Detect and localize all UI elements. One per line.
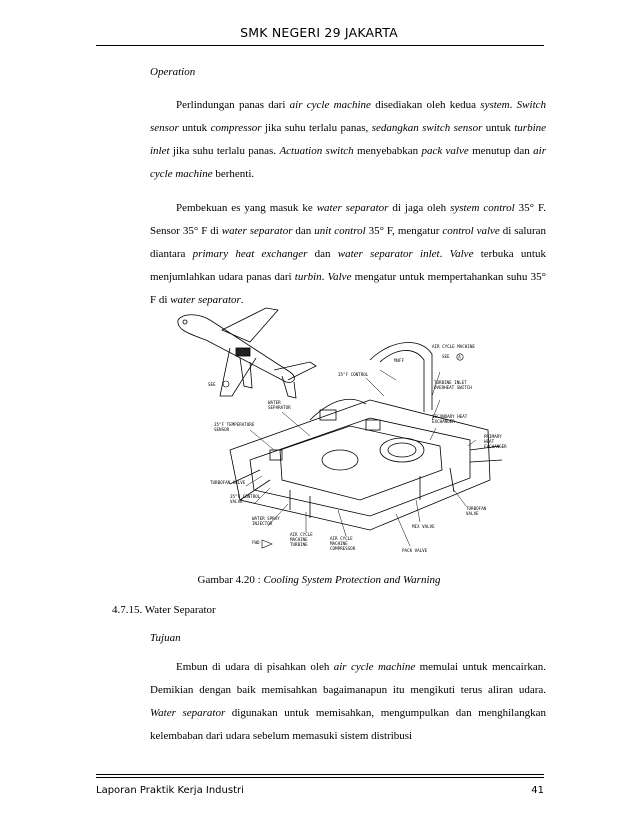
text-run: Switch sensor <box>150 99 547 134</box>
acm-label: AIR CYCLE MACHINE <box>432 344 475 349</box>
text-run: jika suhu terlalu panas, <box>261 122 372 134</box>
turbofan-valve-left-label: TURBOFAN VALVE <box>210 480 246 485</box>
text-run: air cycle machine <box>333 661 416 673</box>
text-run: untuk <box>178 122 211 134</box>
acm-compressor-label-2: MACHINE <box>330 541 348 546</box>
spray-injector-label-2: INJECTOR <box>252 521 273 526</box>
text-run: Pembekuan es yang masuk ke <box>176 202 317 214</box>
text-run: water separator <box>170 294 241 306</box>
text-run: memulai untuk mencairkan. Demikian dengan baik memisahkan bagaimanapun itu mengikuti terus aliran udara. <box>150 661 547 696</box>
text-run: . <box>439 248 450 260</box>
operation-heading: Operation <box>150 66 196 78</box>
text-run: di jaga oleh <box>388 202 451 214</box>
text-run: . <box>509 99 517 111</box>
control-valve-label-1: 35°F CONTROL <box>230 494 261 499</box>
section-paragraph-1 <box>150 656 546 748</box>
section-title: 4.7.15. Water Separator <box>112 604 216 616</box>
text-run: 35° F, mengatur <box>365 225 443 237</box>
text-run: mengatur untuk mempertahankan suhu 35° F di <box>150 271 546 306</box>
text-run: unit control <box>314 225 366 237</box>
text-run: compressor <box>210 122 262 134</box>
primary-hx-label-3: EXCHANGER <box>484 444 507 449</box>
text-run: Actuation switch <box>279 145 354 157</box>
marker-a-left <box>223 381 229 387</box>
water-separator-label-1: WATER <box>268 400 281 405</box>
text-run: system <box>480 99 510 111</box>
text-run: . <box>240 294 244 306</box>
operation-body <box>150 94 546 312</box>
text-run: menyebabkan <box>353 145 422 157</box>
marker-a-label: A <box>458 354 461 360</box>
text-run: disediakan oleh kedua <box>370 99 481 111</box>
header-rule <box>96 45 544 46</box>
page-header: SMK NEGERI 29 JAKARTA <box>240 25 398 40</box>
operation-paragraph-2 <box>150 197 546 312</box>
acm-compressor-label-1: AIR CYCLE <box>330 536 353 541</box>
primary-hx-label-1: PRIMARY <box>484 434 502 439</box>
text-run: untuk <box>482 122 515 134</box>
acm-turbine-label-1: AIR CYCLE <box>290 532 313 537</box>
turbofan-valve-right-label-2: VALVE <box>466 511 479 516</box>
text-run: Embun di udara di pisahkan oleh <box>176 661 334 673</box>
text-run: di saluran diantara <box>150 225 546 260</box>
secondary-hx-label-1: SECONDARY HEAT <box>432 414 468 419</box>
primary-hx-label-2: HEAT <box>484 439 495 444</box>
text-run: water separator <box>221 225 293 237</box>
text-run: pack valve <box>421 145 469 157</box>
caption-prefix: Gambar 4.20 : <box>197 574 264 586</box>
text-run: berhenti. <box>212 168 255 180</box>
fwd-label: FWD <box>252 540 260 545</box>
text-run: air cycle machine <box>150 145 546 180</box>
turbofan-valve-right-label-1: TURBOFAN <box>466 506 487 511</box>
airplane-illustration <box>178 308 316 398</box>
text-run: dan <box>307 248 338 260</box>
text-run: dan <box>292 225 315 237</box>
text-run: water separator <box>316 202 389 214</box>
text-run: Valve <box>449 248 474 260</box>
see-a-label: SEE <box>442 354 450 359</box>
temp-sensor-label-2: SENSOR <box>214 427 230 432</box>
caption-title: Cooling System Protection and Warning <box>263 574 441 586</box>
temp-sensor-label-1: 35°F TEMPERATURE <box>214 422 255 427</box>
footer-title: Laporan Praktik Kerja Industri <box>96 785 244 796</box>
cooling-pack-assembly <box>230 343 502 530</box>
page-number: 41 <box>531 785 544 796</box>
text-run: air cycle machine <box>289 99 371 111</box>
control-35-label: 35°F CONTROL <box>338 372 369 377</box>
text-run: Valve <box>327 271 352 283</box>
text-run: sedangkan switch sensor <box>371 122 483 134</box>
footer-rule-thin <box>96 777 544 778</box>
text-run: Perlindungan panas dari <box>176 99 290 111</box>
text-run: menutup dan <box>468 145 534 157</box>
water-separator-label-2: SEPARATOR <box>268 405 291 410</box>
text-run: jika suhu terlalu panas. <box>169 145 280 157</box>
text-run: terbuka untuk menjumlahkan udara panas dari <box>150 248 546 283</box>
text-run: . <box>321 271 328 283</box>
muff-label: MUFF <box>394 358 405 363</box>
operation-paragraph-1 <box>150 94 546 186</box>
cooling-system-diagram <box>170 300 510 560</box>
text-run: control valve <box>442 225 500 237</box>
section-body <box>150 656 546 748</box>
acm-turbine-label-3: TURBINE <box>290 542 308 547</box>
text-run: primary heat exchanger <box>192 248 308 260</box>
see-a-left-label: SEE <box>208 382 216 387</box>
acm-turbine-label-2: MACHINE <box>290 537 308 542</box>
control-valve-label-2: VALVE <box>230 499 243 504</box>
text-run: turbin <box>294 271 322 283</box>
section-heading: Tujuan <box>150 632 181 644</box>
text-run: digunakan untuk memisahkan, mengumpulkan dan menghilangkan kelembaban dari udara sebelum memasuki sistem distribusi <box>150 707 547 742</box>
footer-rule <box>96 774 544 775</box>
acm-compressor-label-3: COMPRESSOR <box>330 546 356 551</box>
pack-valve-label: PACK VALVE <box>402 548 428 553</box>
text-run: turbine inlet <box>150 122 547 157</box>
text-run: system control <box>450 202 515 214</box>
spray-injector-label-1: WATER SPRAY <box>252 516 280 521</box>
turbine-inlet-label-1: TURBINE INLET <box>434 380 467 385</box>
fwd-arrow-icon <box>262 540 272 548</box>
text-run: Water separator <box>150 707 226 719</box>
turbine-inlet-label-2: OVERHEAT SWITCH <box>434 385 472 390</box>
secondary-hx-label-2: EXCHANGER <box>432 419 455 424</box>
text-run: water separator inlet <box>337 248 440 260</box>
mix-valve-label: MIX VALVE <box>412 524 435 529</box>
text-run: 35° F. Sensor 35° F di <box>150 202 546 237</box>
figure-caption <box>0 574 638 586</box>
